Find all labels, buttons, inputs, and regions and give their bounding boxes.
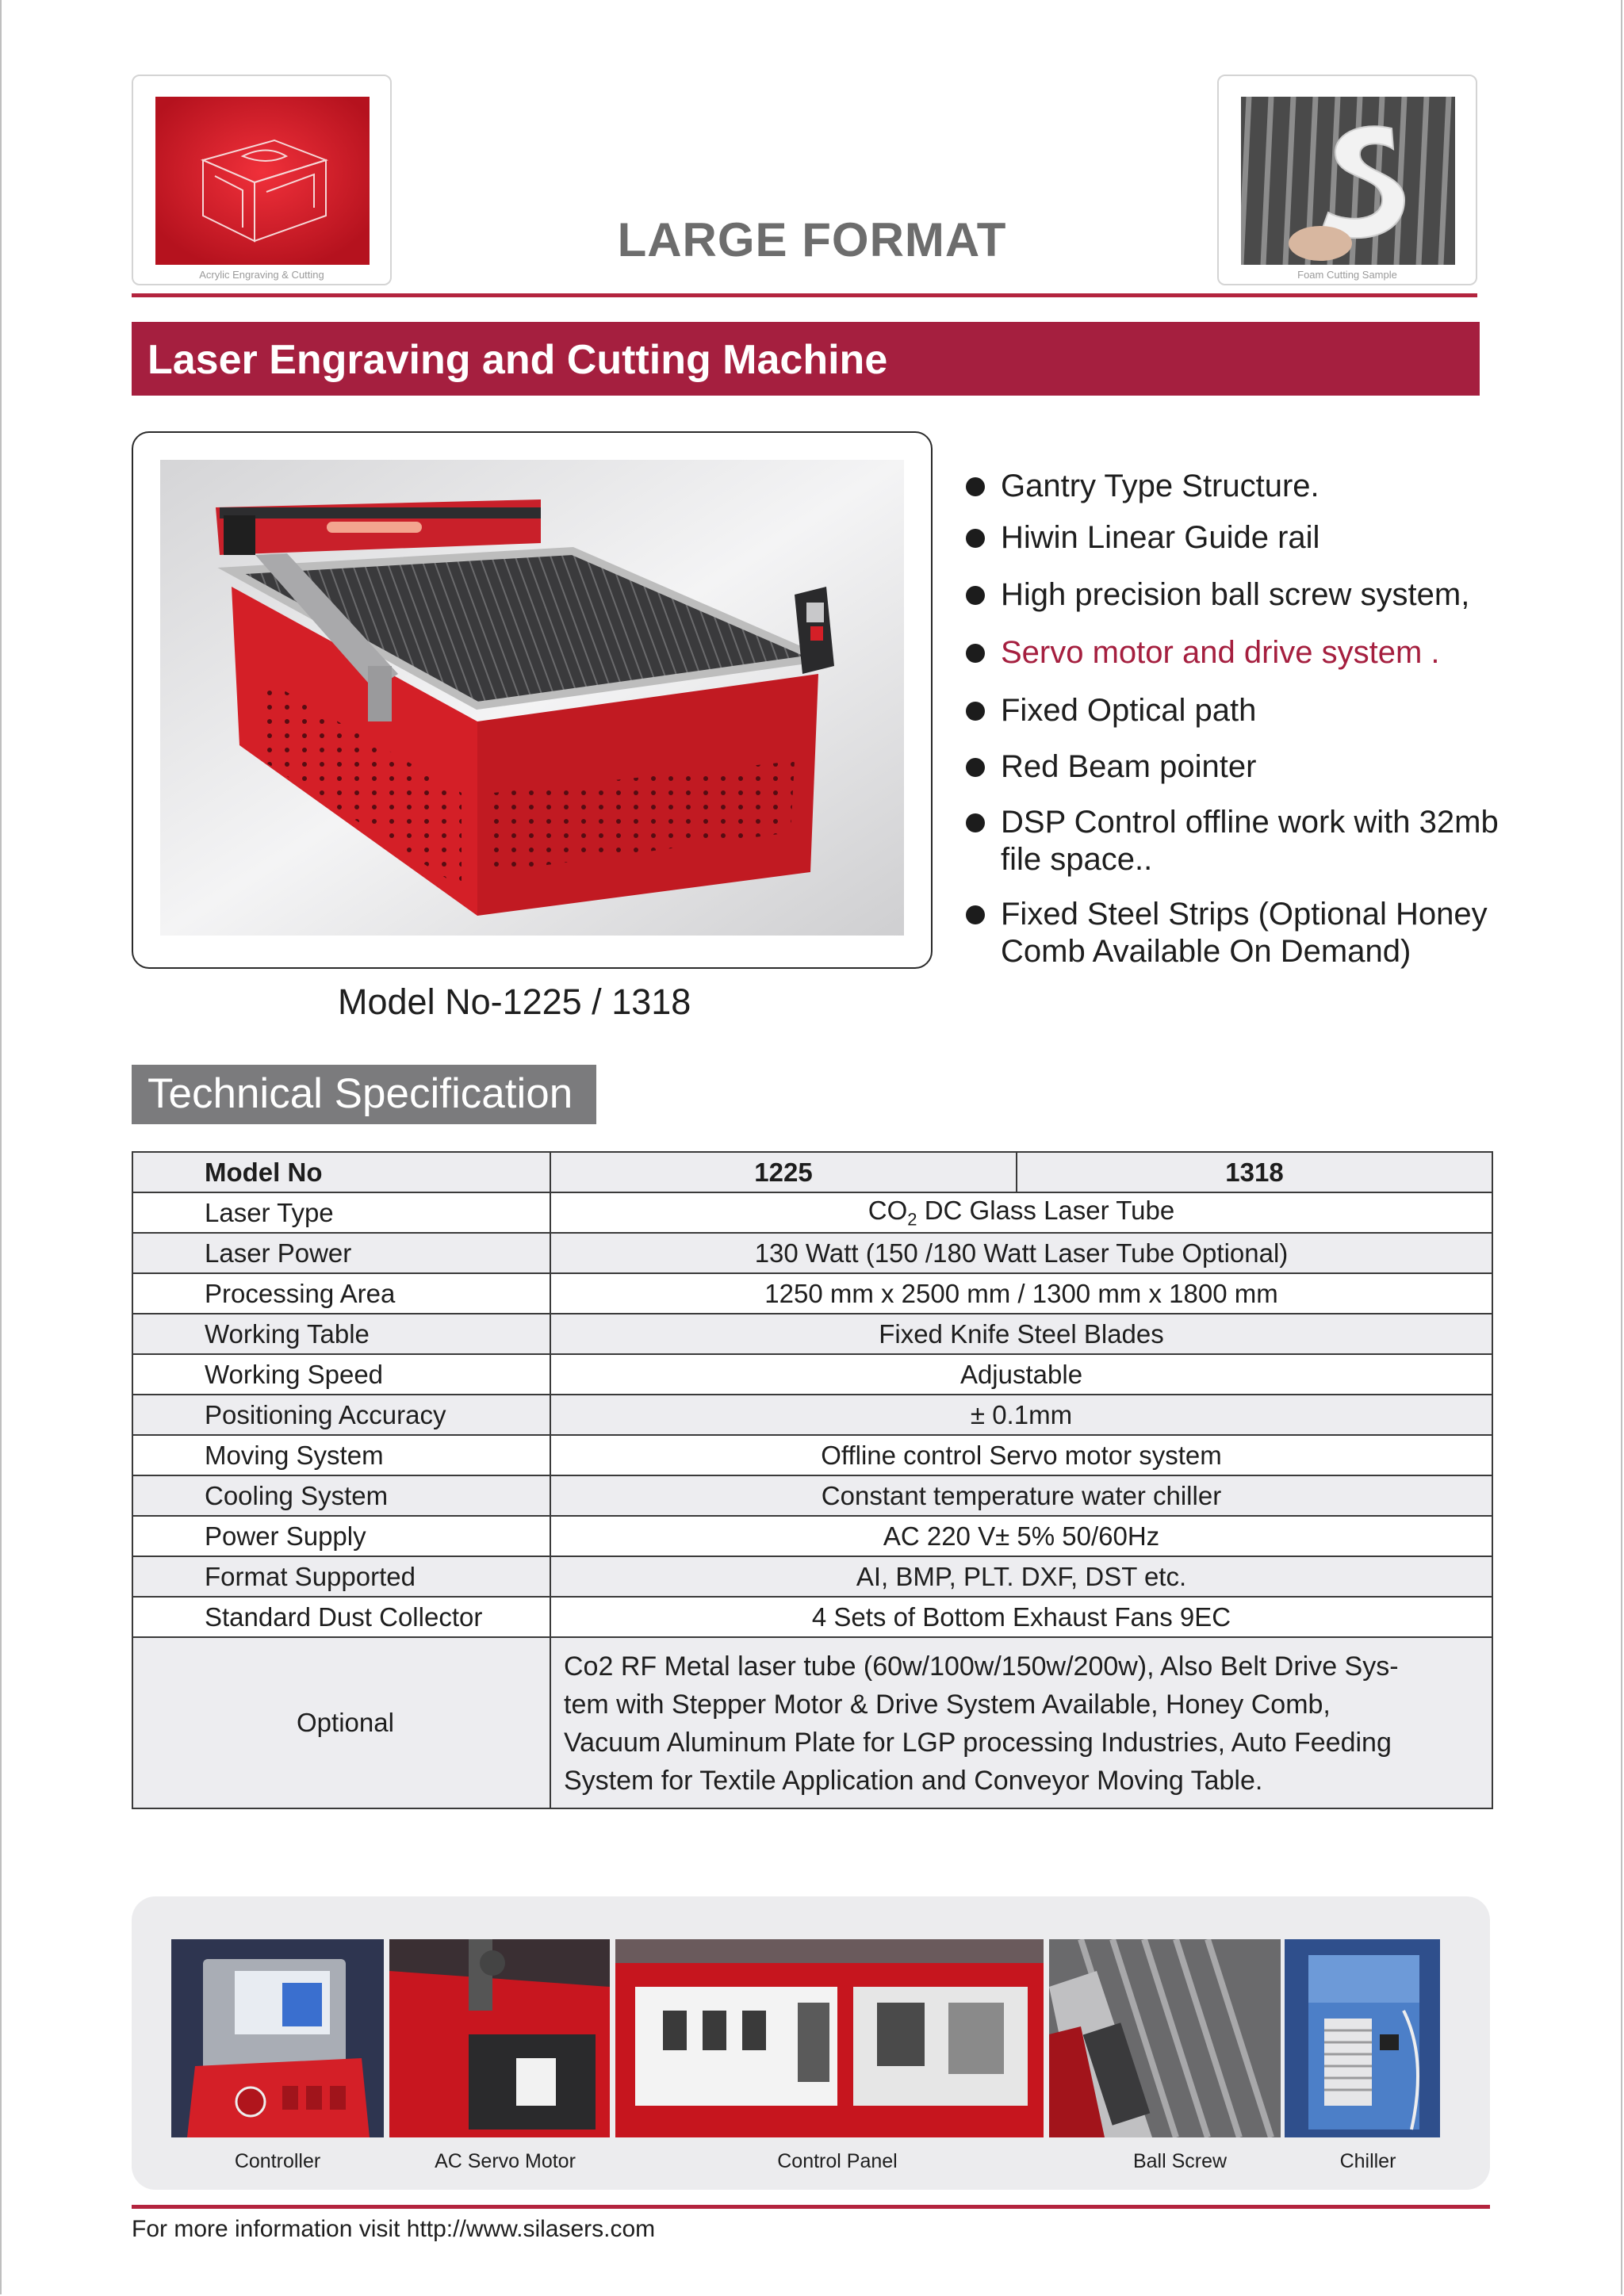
row-value: ± 0.1mm xyxy=(550,1395,1492,1435)
bullet-icon xyxy=(966,529,985,548)
row-value: 1250 mm x 2500 mm / 1300 mm x 1800 mm xyxy=(550,1273,1492,1314)
foam-letter-image xyxy=(1241,97,1455,265)
row-value: 130 Watt (150 /180 Watt Laser Tube Optional) xyxy=(550,1233,1492,1273)
row-value: Constant temperature water chiller xyxy=(550,1475,1492,1516)
foam-sample-thumbnail xyxy=(1217,75,1477,285)
bullet-icon xyxy=(966,702,985,721)
bullet-icon xyxy=(966,586,985,605)
footer-divider xyxy=(132,2205,1490,2209)
row-label: Laser Power xyxy=(132,1233,550,1273)
table-row xyxy=(132,1192,1492,1233)
row-label: Moving System xyxy=(132,1435,550,1475)
header-divider xyxy=(132,293,1477,297)
controller-image xyxy=(171,1939,384,2137)
row-label: Format Supported xyxy=(132,1556,550,1597)
spec-heading xyxy=(132,1065,596,1124)
table-row-optional xyxy=(132,1637,1492,1808)
row-label: Positioning Accuracy xyxy=(132,1395,550,1435)
table-row xyxy=(132,1435,1492,1475)
component-caption: Control Panel xyxy=(777,2150,898,2172)
banner-title: Laser Engraving and Cutting Machine xyxy=(147,337,888,383)
row-value: AI, BMP, PLT. DXF, DST etc. xyxy=(550,1556,1492,1597)
row-label: Power Supply xyxy=(132,1516,550,1556)
row-label: Standard Dust Collector xyxy=(132,1597,550,1637)
table-row xyxy=(132,1597,1492,1637)
ball-screw-image xyxy=(1049,1939,1281,2137)
model-number: Model No-1225 / 1318 xyxy=(338,982,691,1022)
bullet-icon xyxy=(966,758,985,777)
row-value: Fixed Knife Steel Blades xyxy=(550,1314,1492,1354)
header-model-b: 1318 xyxy=(1017,1152,1492,1192)
footer-text: For more information visit http://www.silasers.com xyxy=(132,2216,656,2242)
section-banner xyxy=(132,322,1480,396)
table-row xyxy=(132,1273,1492,1314)
table-header-row xyxy=(132,1152,1492,1192)
table-row xyxy=(132,1475,1492,1516)
component-caption: Chiller xyxy=(1339,2150,1396,2172)
row-label: Processing Area xyxy=(132,1273,550,1314)
table-row xyxy=(132,1395,1492,1435)
row-value: 4 Sets of Bottom Exhaust Fans 9EC xyxy=(550,1597,1492,1637)
row-label: Optional xyxy=(132,1637,550,1808)
row-value: AC 220 V± 5% 50/60Hz xyxy=(550,1516,1492,1556)
spec-heading-text: Technical Specification xyxy=(147,1070,573,1117)
component-caption: Controller xyxy=(234,2150,321,2172)
bullet-icon xyxy=(966,813,985,832)
header-model-a: 1225 xyxy=(550,1152,1017,1192)
chiller-image xyxy=(1285,1939,1440,2137)
row-label: Cooling System xyxy=(132,1475,550,1516)
header-label: Model No xyxy=(132,1152,550,1192)
bullet-icon xyxy=(966,644,985,663)
thumbnail-caption: Foam Cutting Sample xyxy=(1297,269,1397,281)
component-caption: Ball Screw xyxy=(1132,2150,1228,2172)
table-row xyxy=(132,1233,1492,1273)
row-value: Adjustable xyxy=(550,1354,1492,1395)
row-label: Working Table xyxy=(132,1314,550,1354)
table-row xyxy=(132,1556,1492,1597)
row-label: Laser Type xyxy=(132,1192,550,1233)
ac-servo-motor-image xyxy=(389,1939,610,2137)
row-value: Co2 RF Metal laser tube (60w/100w/150w/200w), Also Belt Drive Sys- tem with Stepper Motor & Drive System Available, Honey Comb, Vacuum Aluminum Plate for LGP processing Industries, Auto Feeding System for Textile Application and Conveyor Moving Table. xyxy=(550,1637,1492,1808)
table-row xyxy=(132,1314,1492,1354)
bullet-icon xyxy=(966,905,985,924)
row-value: $CO_2$ DC Glass Laser Tube xyxy=(550,1192,1492,1233)
row-label: Working Speed xyxy=(132,1354,550,1395)
component-caption: AC Servo Motor xyxy=(435,2150,576,2172)
machine-photo-frame xyxy=(132,431,933,969)
control-panel-image xyxy=(615,1939,1044,2137)
page-title: LARGE FORMAT xyxy=(617,213,1007,266)
spec-table xyxy=(132,1151,1493,1809)
thumbnail-caption: Acrylic Engraving & Cutting xyxy=(199,269,324,281)
row-value: Offline control Servo motor system xyxy=(550,1435,1492,1475)
laser-machine-image xyxy=(160,460,904,936)
table-row xyxy=(132,1354,1492,1395)
table-row xyxy=(132,1516,1492,1556)
bullet-icon xyxy=(966,477,985,496)
